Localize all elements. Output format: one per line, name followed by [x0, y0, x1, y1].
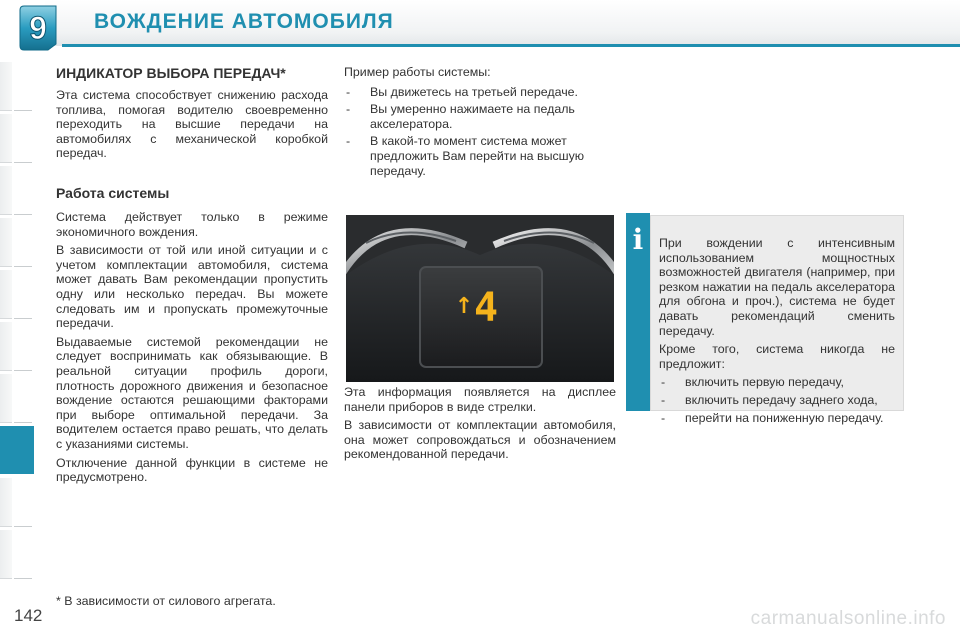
paragraph-2: В зависимости от той или иной ситуации и с учетом комплектации автомобиля, система может давать Вам рекомендации пропустить одну или несколько передач. Вы можете следовать им и пропускать промежуточные передачи.	[56, 243, 328, 331]
info-item-3: - перейти на пониженную передачу.	[659, 411, 895, 426]
after-display-2: В зависимости от комплектации автомобиля, она может сопровождаться и обозначением рекомендованной передачи.	[344, 418, 616, 462]
info-strip	[626, 213, 650, 411]
page-header	[0, 0, 960, 50]
chapter-tab-11[interactable]	[0, 530, 36, 582]
instrument-display-illustration	[346, 215, 614, 382]
info-icon: i	[632, 223, 644, 256]
chapter-tabs	[0, 62, 36, 582]
chapter-tab-2[interactable]	[0, 114, 36, 166]
chapter-number: 9	[29, 10, 47, 46]
example-item-3: - В какой-то момент система может предложить Вам перейти на высшую передачу.	[344, 134, 616, 178]
watermark: carmanualsonline.info	[750, 608, 946, 629]
upshift-arrow-icon: ↑	[454, 294, 474, 319]
info-item-2: - включить передачу заднего хода,	[659, 393, 895, 408]
info-paragraph-2: Кроме того, система никогда не предложит:	[659, 342, 895, 371]
info-item-1: - включить первую передачу,	[659, 375, 895, 390]
example-title: Пример работы системы:	[344, 65, 491, 79]
example-item-2: - Вы умеренно нажимаете на педаль акселератора.	[344, 102, 616, 131]
chapter-badge	[18, 4, 58, 52]
after-display-1: Эта информация появляется на дисплее панели приборов в виде стрелки.	[344, 385, 616, 414]
page-number: 142	[14, 606, 43, 625]
chapter-tab-3[interactable]	[0, 166, 36, 218]
after-display-block	[344, 385, 616, 462]
header-underline	[62, 44, 960, 47]
chapter-tab-5[interactable]	[0, 270, 36, 322]
chapter-tab-7[interactable]	[0, 374, 36, 426]
example-block	[344, 65, 616, 181]
recommended-gear: 4	[473, 285, 499, 331]
chapter-tab-9-active[interactable]	[0, 426, 36, 478]
info-paragraph-1: При вождении с интенсивным использованием мощностных возможностей двигателя (например, при резком нажатии на педаль акселератора для обгона и проч.), система не будет давать рекомендаций сменить передачу.	[659, 236, 895, 338]
info-box	[626, 213, 904, 425]
section-title: ИНДИКАТОР ВЫБОРА ПЕРЕДАЧ*	[56, 65, 286, 81]
paragraph-3: Выдаваемые системой рекомендации не следует воспринимать как обязывающие. В реальной ситуации профиль дороги, плотность дорожного движения и безопасное вождение остаются решающими факторами при выборе оптимальной передачи. За водителем остается право решать, что делать с указаниями системы.	[56, 334, 328, 451]
info-content	[650, 215, 904, 425]
section-intro: Эта система способствует снижению расхода топлива, помогая водителю своевременно переходить на высшие передачи на автомобилях с механической коробкой передач.	[56, 88, 328, 161]
subsection-title: Работа системы	[56, 185, 170, 201]
example-item-1: - Вы движетесь на третьей передаче.	[344, 85, 616, 100]
paragraph-4: Отключение данной функции в системе не предусмотрено.	[56, 455, 328, 485]
paragraph-1: Система действует только в режиме экономичного вождения.	[56, 210, 328, 239]
chapter-tab-10[interactable]	[0, 478, 36, 530]
chapter-tab-6[interactable]	[0, 322, 36, 374]
chapter-tab-1[interactable]	[0, 62, 36, 114]
subsection-body	[56, 210, 328, 485]
footnote: * В зависимости от силового агрегата.	[56, 594, 276, 608]
chapter-title: ВОЖДЕНИЕ АВТОМОБИЛЯ	[94, 10, 394, 33]
chapter-tab-4[interactable]	[0, 218, 36, 270]
